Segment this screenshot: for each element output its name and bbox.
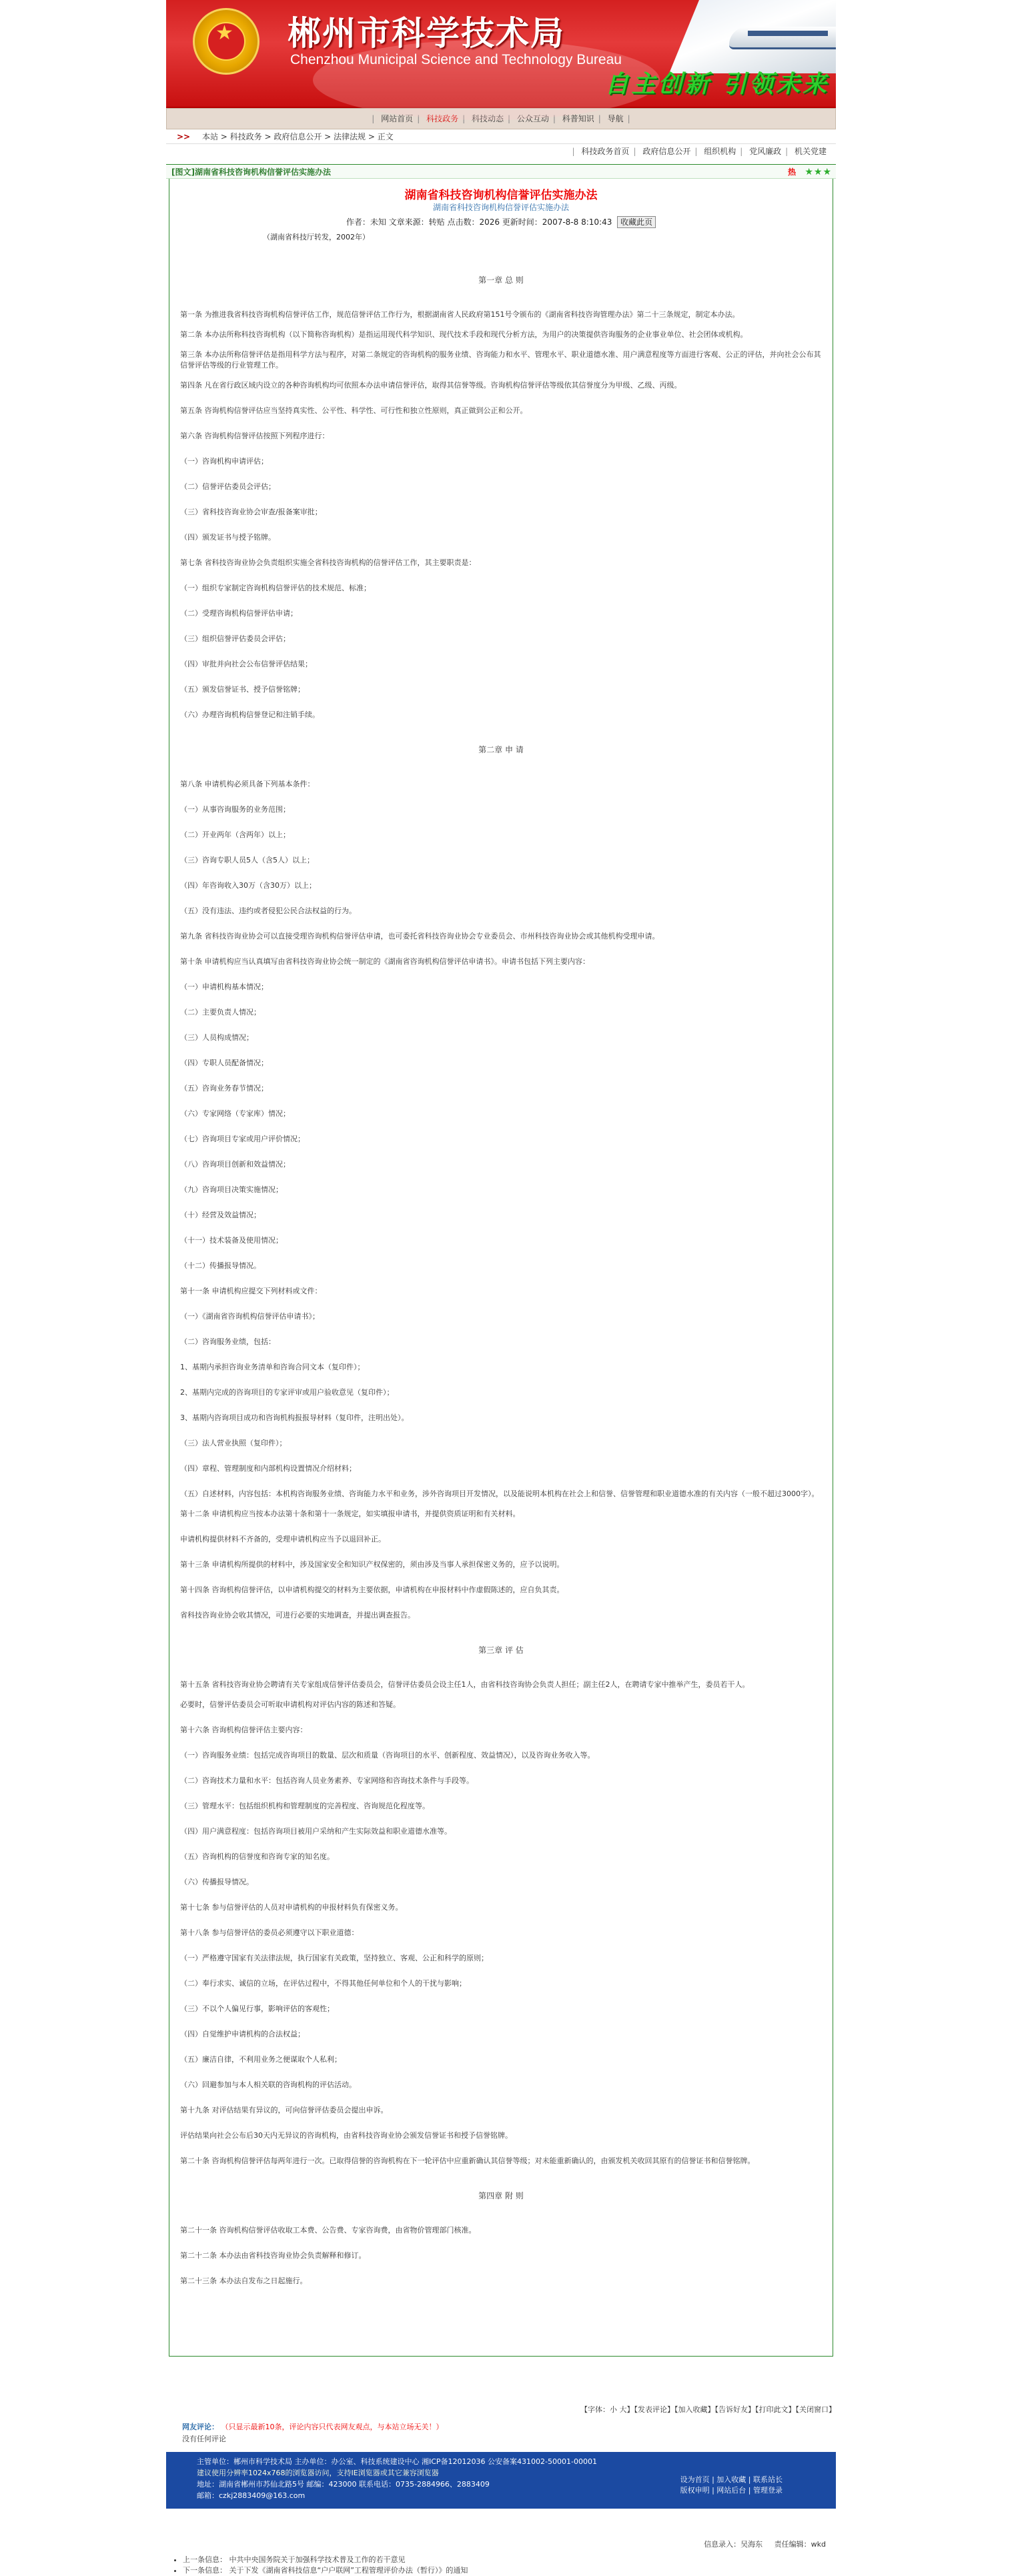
favorite-button[interactable]: 收藏此页 bbox=[617, 216, 656, 228]
nav-item-science[interactable]: 科普知识 bbox=[562, 114, 594, 123]
subnav-org[interactable]: 组织机构 bbox=[704, 147, 736, 156]
prev-article-link[interactable]: • 上一条信息： 中共中央国务院关于加强科学技术普及工作的若干意见 bbox=[183, 2555, 833, 2565]
article-paragraph: 第八条 申请机构必须具备下列基本条件： bbox=[180, 780, 315, 788]
article-paragraph: （五）自述材料，内容包括：本机构咨询服务业绩、咨询能力水平和业务，涉外咨询项目开发情况，以及能说明本机构在社会上和信誉、信誉管理和职业道德水准的有关内容（一般不超过3000字）。 bbox=[180, 1489, 819, 1498]
article-paragraph: 第二十条 咨询机构信誉评估每两年进行一次。已取得信誉的咨询机构在下一轮评估中应重新确认其信誉等级；对未能重新确认的，由颁发机关收回其原有的信誉证书和信誉铭牌。 bbox=[180, 2156, 755, 2165]
article-paragraph: 申请机构提供材料不齐备的，受理申请机构应当予以退回补正。 bbox=[180, 1535, 386, 1543]
breadcrumb-gov[interactable]: 科技政务 bbox=[229, 132, 262, 141]
subnav-info-public[interactable]: 政府信息公开 bbox=[642, 147, 691, 156]
article-paragraph: （四）年咨询收入30万（含30万）以上； bbox=[180, 881, 316, 890]
chapter-heading: 第三章 评 估 bbox=[478, 1646, 524, 1655]
train-image bbox=[669, 0, 836, 73]
footer-line-2: 建议使用分辨率1024x768的浏览器访问，支持IE浏览器或其它兼容浏览器 bbox=[197, 2469, 439, 2477]
article-body bbox=[169, 275, 833, 2287]
footer-line-1: 主管单位：郴州市科学技术局 主办单位：办公室、科技系统建设中心 湘ICP备12012036 公安备案431002-50001-00001 bbox=[197, 2457, 597, 2466]
article-paragraph: （三）人员构成情况； bbox=[180, 1033, 254, 1042]
comment-tip: （只显示最新10条，评论内容只代表网友观点，与本站立场无关！） bbox=[221, 2423, 444, 2431]
nav-item-home[interactable]: 网站首页 bbox=[381, 114, 414, 123]
article-paragraph: （四）自觉维护申请机构的合法权益； bbox=[180, 2030, 305, 2038]
article-paragraph: 3、基期内咨询项目成功和咨询机构报报导材料（复印件，注明出处）。 bbox=[180, 1413, 409, 1422]
article-paragraph: 第十六条 咨询机构信誉评估主要内容： bbox=[180, 1726, 308, 1734]
article-paragraph: （九）咨询项目决策实施情况； bbox=[180, 1185, 283, 1194]
nav-item-interaction[interactable]: 公众互动 bbox=[516, 114, 549, 123]
article-title: 湖南省科技咨询机构信誉评估实施办法 bbox=[404, 189, 598, 202]
article-paragraph: （六）传播报导情况。 bbox=[180, 1878, 254, 1886]
footer-line-4: 邮箱：czkj2883409@163.com bbox=[197, 2491, 306, 2500]
article-paragraph: （三）法人营业执照（复印件）； bbox=[180, 1439, 287, 1447]
article-paragraph: （十二）传播报导情况。 bbox=[180, 1261, 261, 1270]
subnav-party-style[interactable]: 党风廉政 bbox=[749, 147, 782, 156]
article-paragraph: 第五条 咨询机构信誉评估应当坚持真实性、公平性、科学性、可行性和独立性原则，真正做到公正和公开。 bbox=[180, 406, 528, 415]
article-title-label: [图文]湖南省科技咨询机构信誉评估实施办法 bbox=[171, 167, 331, 177]
article-paragraph: （一）严格遵守国家有关法律法规，执行国家有关政策，坚持独立、客观、公正和科学的原则； bbox=[180, 1954, 488, 1962]
article-paragraph: （四）专职人员配备情况； bbox=[180, 1059, 268, 1067]
nav-item-news[interactable]: 科技动态 bbox=[471, 114, 504, 123]
breadcrumb-law[interactable]: 法律法规 bbox=[334, 132, 366, 141]
article-paragraph: （六）专家网络（专家库）情况； bbox=[180, 1109, 290, 1118]
article-meta bbox=[169, 215, 833, 231]
article-paragraph: （六）回避参加与本人相关联的咨询机构的评估活动。 bbox=[180, 2080, 356, 2089]
article-paragraph: 第二十三条 本办法自发布之日起施行。 bbox=[180, 2277, 308, 2285]
article-paragraph: （二）咨询服务业绩，包括： bbox=[180, 1337, 276, 1346]
chapter-heading: 第二章 申 请 bbox=[478, 745, 524, 754]
article-paragraph: （五）咨询机构的信誉度和咨询专家的知名度。 bbox=[180, 1852, 334, 1861]
site-footer bbox=[166, 2452, 836, 2509]
national-emblem-icon: ★ bbox=[193, 8, 260, 75]
article-paragraph: （一）从事咨询服务的业务范围； bbox=[180, 805, 290, 814]
article-paragraph: 第十四条 咨询机构信誉评估，以申请机构提交的材料为主要依据，申请机构在申报材料中作虚假陈述的，应自负其责。 bbox=[180, 1585, 564, 1594]
subnav-party-build[interactable]: 机关党建 bbox=[794, 147, 827, 156]
comment-section bbox=[182, 2421, 444, 2445]
responsible-editor: 责任编辑：wkd bbox=[774, 2540, 826, 2549]
article-paragraph: （二）咨询技术力量和水平：包括咨询人员业务素养、专家网络和咨询技术条件与手段等。 bbox=[180, 1776, 474, 1785]
article-paragraph: 第四条 凡在省行政区域内设立的各种咨询机构均可依照本办法申请信誉评估，取得其信誉等级。咨询机构信誉评估等级依其信誉度分为甲级、乙级、丙级。 bbox=[180, 381, 682, 390]
article-paragraph: 第十七条 参与信誉评估的人员对申请机构的申报材料负有保密义务。 bbox=[180, 1903, 403, 1912]
page-wrapper bbox=[166, 0, 836, 2575]
article-paragraph: 第十一条 申请机构应提交下列材料或文件： bbox=[180, 1287, 322, 1295]
breadcrumb-current: 正文 bbox=[377, 132, 394, 141]
article-paragraph: 第六条 咨询机构信誉评估按照下列程序进行： bbox=[180, 432, 330, 440]
article-paragraph: 第十八条 参与信誉评估的委员必须遵守以下职业道德： bbox=[180, 1928, 359, 1937]
article-paragraph: （三）组织信誉评估委员会评估； bbox=[180, 634, 290, 643]
article-meta-text: 作者：未知 文章来源：转贴 点击数：2026 更新时间：2007-8-8 8:10:43 bbox=[346, 217, 612, 227]
article-paragraph: 第三条 本办法所称信誉评估是指用科学方法与程序，对第二条规定的咨询机构的服务业绩、咨询能力和水平、管理水平、职业道德水准、用户满意程度等方面进行客观、公正的评估，并向社会公布其信誉评估等级的行业管理工作。 bbox=[180, 350, 821, 370]
article-paragraph: （二）奉行求实、诚信的立场，在评估过程中，不得其他任何单位和个人的干扰与影响； bbox=[180, 1979, 466, 1988]
main-nav: | 网站首页 | 科技政务 | 科技动态 | 公众互动 | 科普知识 | 导航 | bbox=[166, 108, 836, 129]
article-paragraph: （六）办理咨询机构信誉登记和注销手续。 bbox=[180, 710, 320, 719]
article-paragraph: （一）咨询服务业绩：包括完成咨询项目的数量、层次和质量（咨询项目的水平、创新程度、效益情况），以及咨询业务收入等。 bbox=[180, 1751, 595, 1760]
article-paragraph: （七）咨询项目专家或用户评价情况； bbox=[180, 1135, 305, 1143]
chapter-heading: 第四章 附 则 bbox=[478, 2191, 524, 2200]
article-paragraph: （十一）技术装备及使用情况； bbox=[180, 1236, 283, 1245]
article-paragraph: 2、基期内完成的咨询项目的专家评审或用户验收意见（复印件）； bbox=[180, 1388, 394, 1397]
article-paragraph: （二）信誉评估委员会评估； bbox=[180, 482, 276, 491]
nav-item-navigation[interactable]: 导航 bbox=[607, 114, 624, 123]
breadcrumb-home[interactable]: 本站 bbox=[201, 132, 218, 141]
article-paragraph: 第七条 省科技咨询业协会负责组织实施全省科技咨询机构的信誉评估工作，其主要职责是： bbox=[180, 558, 476, 567]
article-paragraph: 1、基期内承担咨询业务清单和咨询合同文本（复印件）； bbox=[180, 1363, 365, 1371]
article-paragraph: 第十三条 申请机构所提供的材料中，涉及国家安全和知识产权保密的，须由涉及当事人承担保密义务的，应予以说明。 bbox=[180, 1560, 564, 1569]
next-article-link[interactable]: • 下一条信息： 关于下发《湖南省科技信息“户户联网”工程管理评价办法（暂行）》的通知 bbox=[183, 2565, 833, 2576]
footer-links bbox=[680, 2475, 783, 2496]
article-paragraph: （三）不以个人偏见行事，影响评估的客观性； bbox=[180, 2004, 334, 2013]
article-paragraph: 第十二条 申请机构应当按本办法第十条和第十一条规定，如实填报申请书，并提供资质证明和有关材料。 bbox=[180, 1509, 520, 1518]
article-subtitle: 湖南省科技咨询机构信誉评估实施办法 bbox=[432, 203, 569, 212]
article-paragraph: （一）组织专家制定咨询机构信誉评估的技术规范、标准； bbox=[180, 584, 371, 592]
article-paragraph: 第二条 本办法所称科技咨询机构（以下简称咨询机构）是指运用现代科学知识、现代技术手段和现代分析方法，为用户的决策提供咨询服务的企业事业单位、社会团体或机构。 bbox=[180, 330, 748, 339]
rating-stars: ★★★ bbox=[805, 167, 832, 177]
article-paragraph: 第一条 为推进我省科技咨询机构信誉评估工作，规范信誉评估工作行为，根据湖南省人民政府第151号令颁布的《湖南省科技咨询管理办法》第二十三条规定，制定本办法。 bbox=[180, 310, 740, 319]
article-paragraph: 评估结果向社会公布后30天内无异议的咨询机构，由省科技咨询业协会颁发信誉证书和授予信誉铭牌。 bbox=[180, 2131, 512, 2140]
article-paragraph: （二）开业两年（含两年）以上； bbox=[180, 830, 290, 839]
comment-empty: 没有任何评论 bbox=[182, 2435, 226, 2443]
chapter-heading: 第一章 总 则 bbox=[478, 275, 524, 285]
slogan: 自主创新 引领未来 bbox=[604, 71, 829, 98]
article-paragraph: 第九条 省科技咨询业协会可以直接受理咨询机构信誉评估申请，也可委托省科技咨询业协会专业委员会、市州科技咨询业协会或其他机构受理申请。 bbox=[180, 932, 660, 940]
article-toolbar[interactable]: 【字体：小 大】【发表评论】【加入收藏】【告诉好友】【打印此文】【关闭窗口】 bbox=[580, 2405, 836, 2414]
editor-line bbox=[169, 2537, 833, 2553]
subnav-gov-home[interactable]: 科技政务首页 bbox=[581, 147, 630, 156]
article-paragraph: （五）咨询业务春节情况； bbox=[180, 1084, 268, 1093]
input-by: 信息录入：吴海东 bbox=[704, 2540, 763, 2549]
article-paragraph: 必要时，信誉评估委员会可听取申请机构对评估内容的陈述和答疑。 bbox=[180, 1700, 400, 1709]
article-paragraph: 第十五条 省科技咨询业协会聘请有关专家组成信誉评估委员会，信誉评估委员会设主任1人，由省科技咨询协会负责人担任；副主任2人，在聘请专家中推举产生，委员若干人。 bbox=[180, 1680, 750, 1689]
article-paragraph: （二）主要负责人情况； bbox=[180, 1008, 261, 1017]
article-paragraph: 第二十二条 本办法由省科技咨询业协会负责解释和修订。 bbox=[180, 2251, 366, 2260]
comment-label: 网友评论： bbox=[182, 2423, 219, 2431]
article-paragraph: （三）咨询专职人员5人（含5人）以上； bbox=[180, 856, 314, 864]
article-paragraph: （四）章程、管理制度和内部机构设置情况介绍材料； bbox=[180, 1464, 356, 1473]
article-paragraph: （四）审批并向社会公布信誉评估结果； bbox=[180, 660, 312, 668]
double-arrow-icon: >> bbox=[177, 132, 191, 141]
article-paragraph: （四）颁发证书与授予铭牌。 bbox=[180, 533, 276, 542]
article-paragraph: （八）咨询项目创新和效益情况； bbox=[180, 1160, 290, 1169]
article-paragraph: 第二十一条 咨询机构信誉评估收取工本费、公告费、专家咨询费，由省物价管理部门核准。 bbox=[180, 2226, 476, 2234]
site-name-cn: 郴州市科学技术局 bbox=[288, 13, 565, 53]
article-paragraph: （四）用户满意程度：包括咨询项目被用户采纳和产生实际效益和职业道德水准等。 bbox=[180, 1827, 452, 1836]
footer-links-row-1[interactable]: 设为首页 | 加入收藏 | 联系站长 bbox=[680, 2475, 783, 2484]
breadcrumb-info[interactable]: 政府信息公开 bbox=[274, 132, 322, 141]
article-paragraph: （一）《湖南省咨询机构信誉评估申请书》； bbox=[180, 1312, 320, 1321]
article-paragraph: （十）经营及效益情况； bbox=[180, 1211, 261, 1219]
article-paragraph: （五）颁发信誉证书、授予信誉铭牌； bbox=[180, 685, 305, 694]
article-paragraph: （一）申请机构基本情况； bbox=[180, 983, 268, 991]
article-paragraph: （二）受理咨询机构信誉评估申请； bbox=[180, 609, 298, 618]
article-paragraph: （三）省科技咨询业协会审查/报备案审批； bbox=[180, 508, 322, 516]
article-paragraph: （三）管理水平：包括组织机构和管理制度的完善程度、咨询规范化程度等。 bbox=[180, 1802, 430, 1810]
article-paragraph: 第十条 申请机构应当认真填写由省科技咨询业协会统一制定的《湖南省咨询机构信誉评估申请书》。申请书包括下列主要内容： bbox=[180, 957, 590, 966]
sub-nav: | 科技政务首页 | 政府信息公开 | 组织机构 | 党风廉政 | 机关党建 bbox=[166, 144, 836, 159]
article-title-bar bbox=[166, 164, 836, 179]
article-paragraph: （一）咨询机构申请评估； bbox=[180, 457, 268, 466]
site-banner bbox=[166, 0, 836, 108]
footer-links-row-2[interactable]: 版权申明 | 网站后台 | 管理登录 bbox=[680, 2486, 783, 2495]
footer-line-3: 地址：湖南省郴州市苏仙北路5号 邮编：423000 联系电话：0735-2884966、2883409 bbox=[197, 2480, 490, 2489]
breadcrumb: >> 本站 > 科技政务 > 政府信息公开 > 法律法规 > 正文 bbox=[166, 129, 836, 144]
article-paragraph: 第十九条 对评估结果有异议的，可向信誉评估委员会提出申诉。 bbox=[180, 2106, 388, 2114]
article-paragraph: （五）没有违法、违约或者侵犯公民合法权益的行为。 bbox=[180, 906, 356, 915]
source-note: （湖南省科技厅转发，2002年） bbox=[263, 233, 370, 241]
nav-item-gov-affairs[interactable]: 科技政务 bbox=[426, 114, 459, 123]
site-name-en: Chenzhou Municipal Science and Technology Bureau bbox=[290, 52, 622, 67]
prev-next-links bbox=[169, 2555, 833, 2576]
article-paragraph: 省科技咨询业协会收其情况，可进行必要的实地调查，并提出调查报告。 bbox=[180, 1611, 415, 1620]
article-paragraph: （五）廉洁自律，不利用业务之便谋取个人私利； bbox=[180, 2055, 342, 2064]
hot-badge: 热 bbox=[787, 167, 796, 177]
